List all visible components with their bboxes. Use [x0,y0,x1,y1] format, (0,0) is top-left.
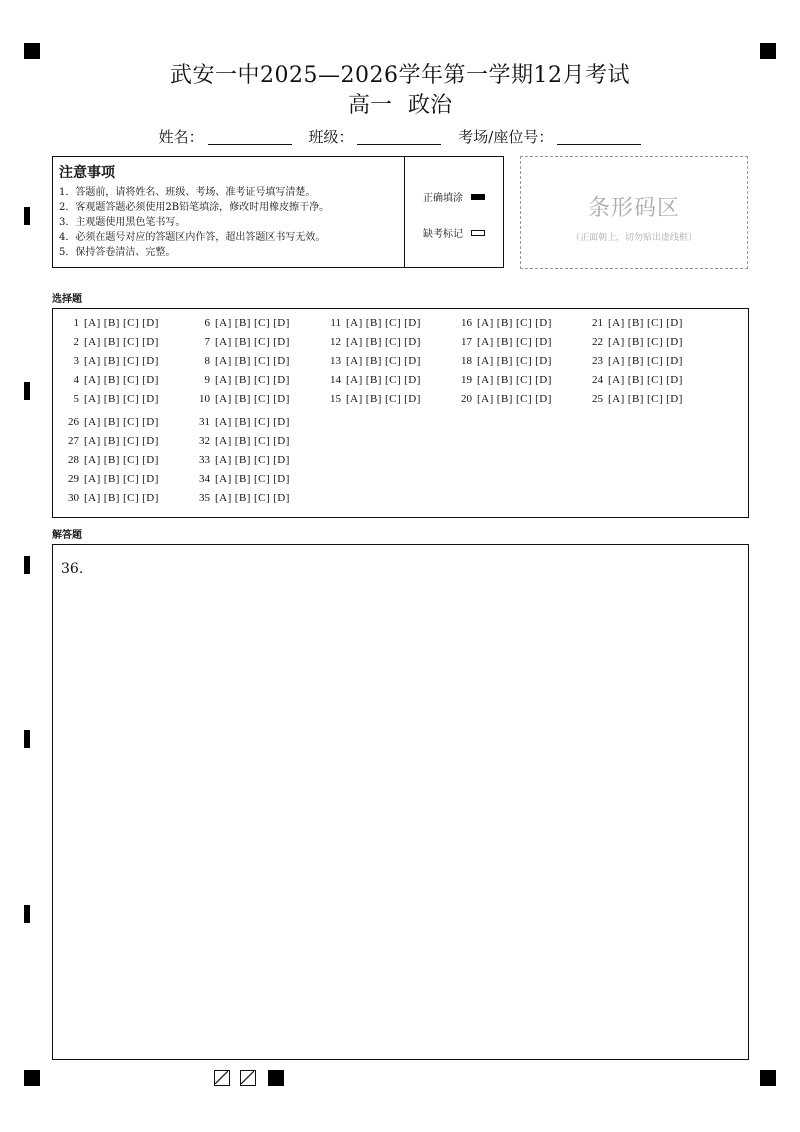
option-bubble[interactable]: [B] [234,473,251,485]
question-number: 30 [68,492,79,504]
option-bubble[interactable]: [C] [646,355,664,367]
side-timing-mark [24,207,30,225]
option-bubble[interactable]: [B] [234,374,251,386]
option-bubble[interactable]: [C] [646,317,664,329]
choice-question-33 [192,454,290,466]
option-bubble[interactable]: [A] [608,317,625,329]
option-bubble[interactable]: [A] [608,355,625,367]
option-bubble[interactable]: [C] [253,416,271,428]
barcode-area [520,156,748,269]
question-number: 18 [461,355,472,367]
choice-question-21 [585,317,683,329]
option-bubble[interactable]: [B] [234,435,251,447]
option-bubble[interactable]: [C] [253,473,271,485]
option-bubble[interactable]: [C] [384,336,402,348]
question-number: 24 [592,374,603,386]
question-number: 31 [199,416,210,428]
option-bubble[interactable]: [C] [515,393,533,405]
option-bubble[interactable]: [D] [273,317,290,329]
option-bubble[interactable]: [D] [535,374,552,386]
option-bubble[interactable]: [A] [215,336,232,348]
choice-question-16 [454,317,552,329]
choice-question-17 [454,336,552,348]
question-number: 10 [199,393,210,405]
option-bubble[interactable]: [A] [84,336,101,348]
choice-question-4 [61,374,159,386]
option-bubble[interactable]: [D] [273,454,290,466]
choice-question-27 [61,435,159,447]
option-bubble[interactable]: [C] [646,374,664,386]
option-bubble[interactable]: [A] [84,317,101,329]
answer-box[interactable] [52,544,749,1060]
option-bubble[interactable]: [C] [122,374,140,386]
student-info-row [0,126,800,147]
question-number: 23 [592,355,603,367]
option-bubble[interactable]: [D] [142,492,159,504]
option-bubble[interactable]: [A] [346,355,363,367]
notice-box [52,156,504,268]
option-bubble[interactable]: [B] [496,393,513,405]
choice-question-1 [61,317,159,329]
option-bubble[interactable]: [B] [234,317,251,329]
option-bubble[interactable]: [B] [496,317,513,329]
side-timing-mark [24,905,30,923]
side-timing-mark [24,382,30,400]
question-number: 34 [199,473,210,485]
option-bubble[interactable]: [D] [535,317,552,329]
question-number: 1 [73,317,79,329]
option-bubble[interactable]: [D] [273,336,290,348]
question-number: 16 [461,317,472,329]
choice-question-30 [61,492,159,504]
option-bubble[interactable]: [B] [234,393,251,405]
option-bubble[interactable]: [B] [103,355,120,367]
correct-fill-legend [423,189,485,204]
option-bubble[interactable]: [C] [122,355,140,367]
option-bubble[interactable]: [D] [404,336,421,348]
option-bubble[interactable]: [B] [234,336,251,348]
grade-label: 高一 [347,93,392,118]
choice-question-3 [61,355,159,367]
option-bubble[interactable]: [D] [142,317,159,329]
question-number: 33 [199,454,210,466]
option-bubble[interactable]: [A] [608,374,625,386]
option-bubble[interactable]: [D] [142,416,159,428]
option-bubble[interactable]: [A] [215,355,232,367]
question-number: 26 [68,416,79,428]
choice-question-11 [323,317,421,329]
option-bubble[interactable]: [C] [122,393,140,405]
choice-question-25 [585,393,683,405]
option-bubble[interactable]: [A] [608,336,625,348]
choice-question-23 [585,355,683,367]
answer-section-label: 解答题 [52,530,82,541]
option-bubble[interactable]: [D] [273,374,290,386]
option-bubble[interactable]: [B] [496,355,513,367]
option-bubble[interactable]: [C] [253,336,271,348]
option-bubble[interactable]: [B] [365,374,382,386]
choice-question-29 [61,473,159,485]
option-bubble[interactable]: [B] [234,454,251,466]
option-bubble[interactable]: [B] [103,492,120,504]
slash-icon [215,1071,228,1084]
notice-item: 2．客观题答题必须使用2B铅笔填涂，修改时用橡皮擦干净。 [59,202,330,213]
option-bubble[interactable]: [A] [84,454,101,466]
absent-mark-box[interactable] [471,230,485,236]
correct-fill-label: 正确填涂 [423,193,463,204]
option-bubble[interactable]: [A] [215,435,232,447]
option-bubble[interactable]: [D] [404,317,421,329]
option-bubble[interactable]: [C] [515,355,533,367]
choice-section-label: 选择题 [52,294,82,305]
seat-field[interactable] [458,126,641,147]
question-number: 12 [330,336,341,348]
corner-mark-bottom-left [24,1070,40,1086]
option-bubble[interactable]: [D] [273,492,290,504]
option-bubble[interactable]: [D] [273,355,290,367]
question-number: 7 [204,336,210,348]
option-bubble[interactable]: [A] [84,374,101,386]
question-number: 21 [592,317,603,329]
option-bubble[interactable]: [C] [122,336,140,348]
option-bubble[interactable]: [C] [515,317,533,329]
option-bubble[interactable]: [D] [404,393,421,405]
option-bubble[interactable]: [A] [346,317,363,329]
option-bubble[interactable]: [B] [103,473,120,485]
option-bubble[interactable]: [D] [666,336,683,348]
corner-mark-bottom-right [760,1070,776,1086]
option-bubble[interactable]: [C] [122,454,140,466]
option-bubble[interactable]: [A] [84,393,101,405]
option-bubble[interactable]: [C] [253,393,271,405]
barcode-subtitle: （正面朝上，切勿贴出虚线框） [570,233,697,243]
option-bubble[interactable]: [C] [253,317,271,329]
option-bubble[interactable]: [A] [477,355,494,367]
question-number: 17 [461,336,472,348]
option-bubble[interactable]: [D] [404,374,421,386]
option-bubble[interactable]: [A] [215,317,232,329]
side-timing-mark [24,556,30,574]
option-bubble[interactable]: [C] [122,473,140,485]
choice-question-6 [192,317,290,329]
option-bubble[interactable]: [C] [122,492,140,504]
option-bubble[interactable]: [B] [365,317,382,329]
question-number: 28 [68,454,79,466]
option-bubble[interactable]: [B] [627,374,644,386]
corner-mark-top-right [760,43,776,59]
option-bubble[interactable]: [D] [535,393,552,405]
option-bubble[interactable]: [D] [142,355,159,367]
absent-mark-legend [423,225,485,240]
option-bubble[interactable]: [B] [103,454,120,466]
slash-box-mark [240,1070,256,1086]
subject-label: 政治 [408,93,453,118]
option-bubble[interactable]: [B] [234,355,251,367]
choice-question-32 [192,435,290,447]
option-bubble[interactable]: [C] [253,374,271,386]
class-blank-line[interactable] [357,130,441,145]
option-bubble[interactable]: [D] [273,473,290,485]
option-bubble[interactable]: [A] [215,454,232,466]
option-bubble[interactable]: [A] [477,317,494,329]
option-bubble[interactable]: [A] [477,374,494,386]
option-bubble[interactable]: [B] [365,355,382,367]
seat-blank-line[interactable] [557,130,641,145]
choice-question-7 [192,336,290,348]
notice-heading: 注意事项 [59,165,115,181]
seat-label: 考场/座位号： [458,128,554,146]
question-number: 32 [199,435,210,447]
option-bubble[interactable]: [D] [142,374,159,386]
choice-question-15 [323,393,421,405]
question-number: 8 [204,355,210,367]
question-number: 11 [330,317,341,329]
option-bubble[interactable]: [C] [515,336,533,348]
exam-subtitle [0,88,800,119]
option-bubble[interactable]: [A] [84,435,101,447]
option-bubble[interactable]: [D] [273,416,290,428]
option-bubble[interactable]: [A] [84,473,101,485]
option-bubble[interactable]: [A] [215,393,232,405]
option-bubble[interactable]: [D] [666,317,683,329]
option-bubble[interactable]: [C] [253,492,271,504]
question-number: 13 [330,355,341,367]
notice-instructions [53,157,405,267]
option-bubble[interactable]: [A] [477,393,494,405]
option-bubble[interactable]: [D] [666,355,683,367]
solid-box-mark [268,1070,284,1086]
option-bubble[interactable]: [A] [477,336,494,348]
option-bubble[interactable]: [D] [273,393,290,405]
slash-icon [241,1071,254,1084]
option-bubble[interactable]: [C] [384,393,402,405]
name-blank-line[interactable] [208,130,292,145]
slash-box-mark [214,1070,230,1086]
class-label: 班级： [308,128,354,146]
choice-question-34 [192,473,290,485]
option-bubble[interactable]: [B] [103,435,120,447]
option-bubble[interactable]: [C] [253,355,271,367]
choice-question-31 [192,416,290,428]
fill-legend [405,157,502,267]
option-bubble[interactable]: [A] [84,416,101,428]
option-bubble[interactable]: [B] [496,336,513,348]
question-number: 4 [73,374,79,386]
question-number: 20 [461,393,472,405]
choice-question-35 [192,492,290,504]
side-timing-mark [24,730,30,748]
choice-question-10 [192,393,290,405]
question-number: 2 [73,336,79,348]
question-number: 9 [204,374,210,386]
option-bubble[interactable]: [C] [384,317,402,329]
question-number: 3 [73,355,79,367]
option-bubble[interactable]: [B] [365,393,382,405]
question-number: 27 [68,435,79,447]
choice-question-26 [61,416,159,428]
option-bubble[interactable]: [C] [122,317,140,329]
option-bubble[interactable]: [B] [627,317,644,329]
notice-item: 1．答题前，请将姓名、班级、考场、准考证号填写清楚。 [59,187,316,198]
option-bubble[interactable]: [A] [346,393,363,405]
option-bubble[interactable]: [C] [122,435,140,447]
option-bubble[interactable]: [D] [535,355,552,367]
option-bubble[interactable]: [A] [215,473,232,485]
option-bubble[interactable]: [A] [346,374,363,386]
option-bubble[interactable]: [C] [515,374,533,386]
option-bubble[interactable]: [A] [84,492,101,504]
option-bubble[interactable]: [D] [142,336,159,348]
question-number: 29 [68,473,79,485]
question-number: 35 [199,492,210,504]
class-field[interactable] [308,126,441,147]
choice-question-9 [192,374,290,386]
option-bubble[interactable]: [A] [215,416,232,428]
option-bubble[interactable]: [A] [608,393,625,405]
choice-question-20 [454,393,552,405]
option-bubble[interactable]: [B] [365,336,382,348]
notice-item: 4．必须在题号对应的答题区内作答，超出答题区书写无效。 [59,232,326,243]
option-bubble[interactable]: [B] [627,336,644,348]
option-bubble[interactable]: [B] [103,393,120,405]
barcode-title: 条形码区 [587,196,680,221]
option-bubble[interactable]: [B] [103,317,120,329]
question-number: 14 [330,374,341,386]
choice-question-18 [454,355,552,367]
choice-question-24 [585,374,683,386]
option-bubble[interactable]: [C] [253,435,271,447]
question-number: 22 [592,336,603,348]
option-bubble[interactable]: [C] [384,374,402,386]
notice-item: 3．主观题使用黑色笔书写。 [59,217,186,228]
option-bubble[interactable]: [A] [84,355,101,367]
option-bubble[interactable]: [D] [404,355,421,367]
question-number: 19 [461,374,472,386]
corner-mark-top-left [24,43,40,59]
option-bubble[interactable]: [B] [234,492,251,504]
notice-item: 5．保持答卷清洁、完整。 [59,247,176,258]
option-bubble[interactable]: [B] [103,374,120,386]
option-bubble[interactable]: [D] [535,336,552,348]
correct-fill-sample [471,194,485,200]
option-bubble[interactable]: [C] [646,393,664,405]
option-bubble[interactable]: [B] [234,416,251,428]
option-bubble[interactable]: [D] [666,374,683,386]
option-bubble[interactable]: [B] [627,355,644,367]
option-bubble[interactable]: [D] [666,393,683,405]
option-bubble[interactable]: [A] [215,492,232,504]
question-number: 6 [204,317,210,329]
option-bubble[interactable]: [B] [496,374,513,386]
choice-question-5 [61,393,159,405]
option-bubble[interactable]: [D] [142,454,159,466]
question-number: 15 [330,393,341,405]
exam-title: 武安一中2025—2026学年第一学期12月考试 [170,63,630,88]
question-number: 5 [73,393,79,405]
option-bubble[interactable]: [B] [627,393,644,405]
option-bubble[interactable]: [D] [142,393,159,405]
choice-question-19 [454,374,552,386]
option-bubble[interactable]: [D] [142,473,159,485]
absent-mark-label: 缺考标记 [423,229,463,240]
option-bubble[interactable]: [B] [103,336,120,348]
question-number: 36. [61,561,84,577]
option-bubble[interactable]: [A] [346,336,363,348]
option-bubble[interactable]: [C] [253,454,271,466]
choice-question-28 [61,454,159,466]
option-bubble[interactable]: [C] [122,416,140,428]
choice-answer-box [52,308,749,518]
question-number: 25 [592,393,603,405]
choice-question-13 [323,355,421,367]
name-field[interactable] [159,126,292,147]
choice-question-22 [585,336,683,348]
choice-question-2 [61,336,159,348]
option-bubble[interactable]: [A] [215,374,232,386]
option-bubble[interactable]: [D] [142,435,159,447]
option-bubble[interactable]: [D] [273,435,290,447]
option-bubble[interactable]: [B] [103,416,120,428]
option-bubble[interactable]: [C] [384,355,402,367]
choice-question-8 [192,355,290,367]
option-bubble[interactable]: [C] [646,336,664,348]
choice-question-12 [323,336,421,348]
choice-question-14 [323,374,421,386]
name-label: 姓名： [158,128,204,146]
